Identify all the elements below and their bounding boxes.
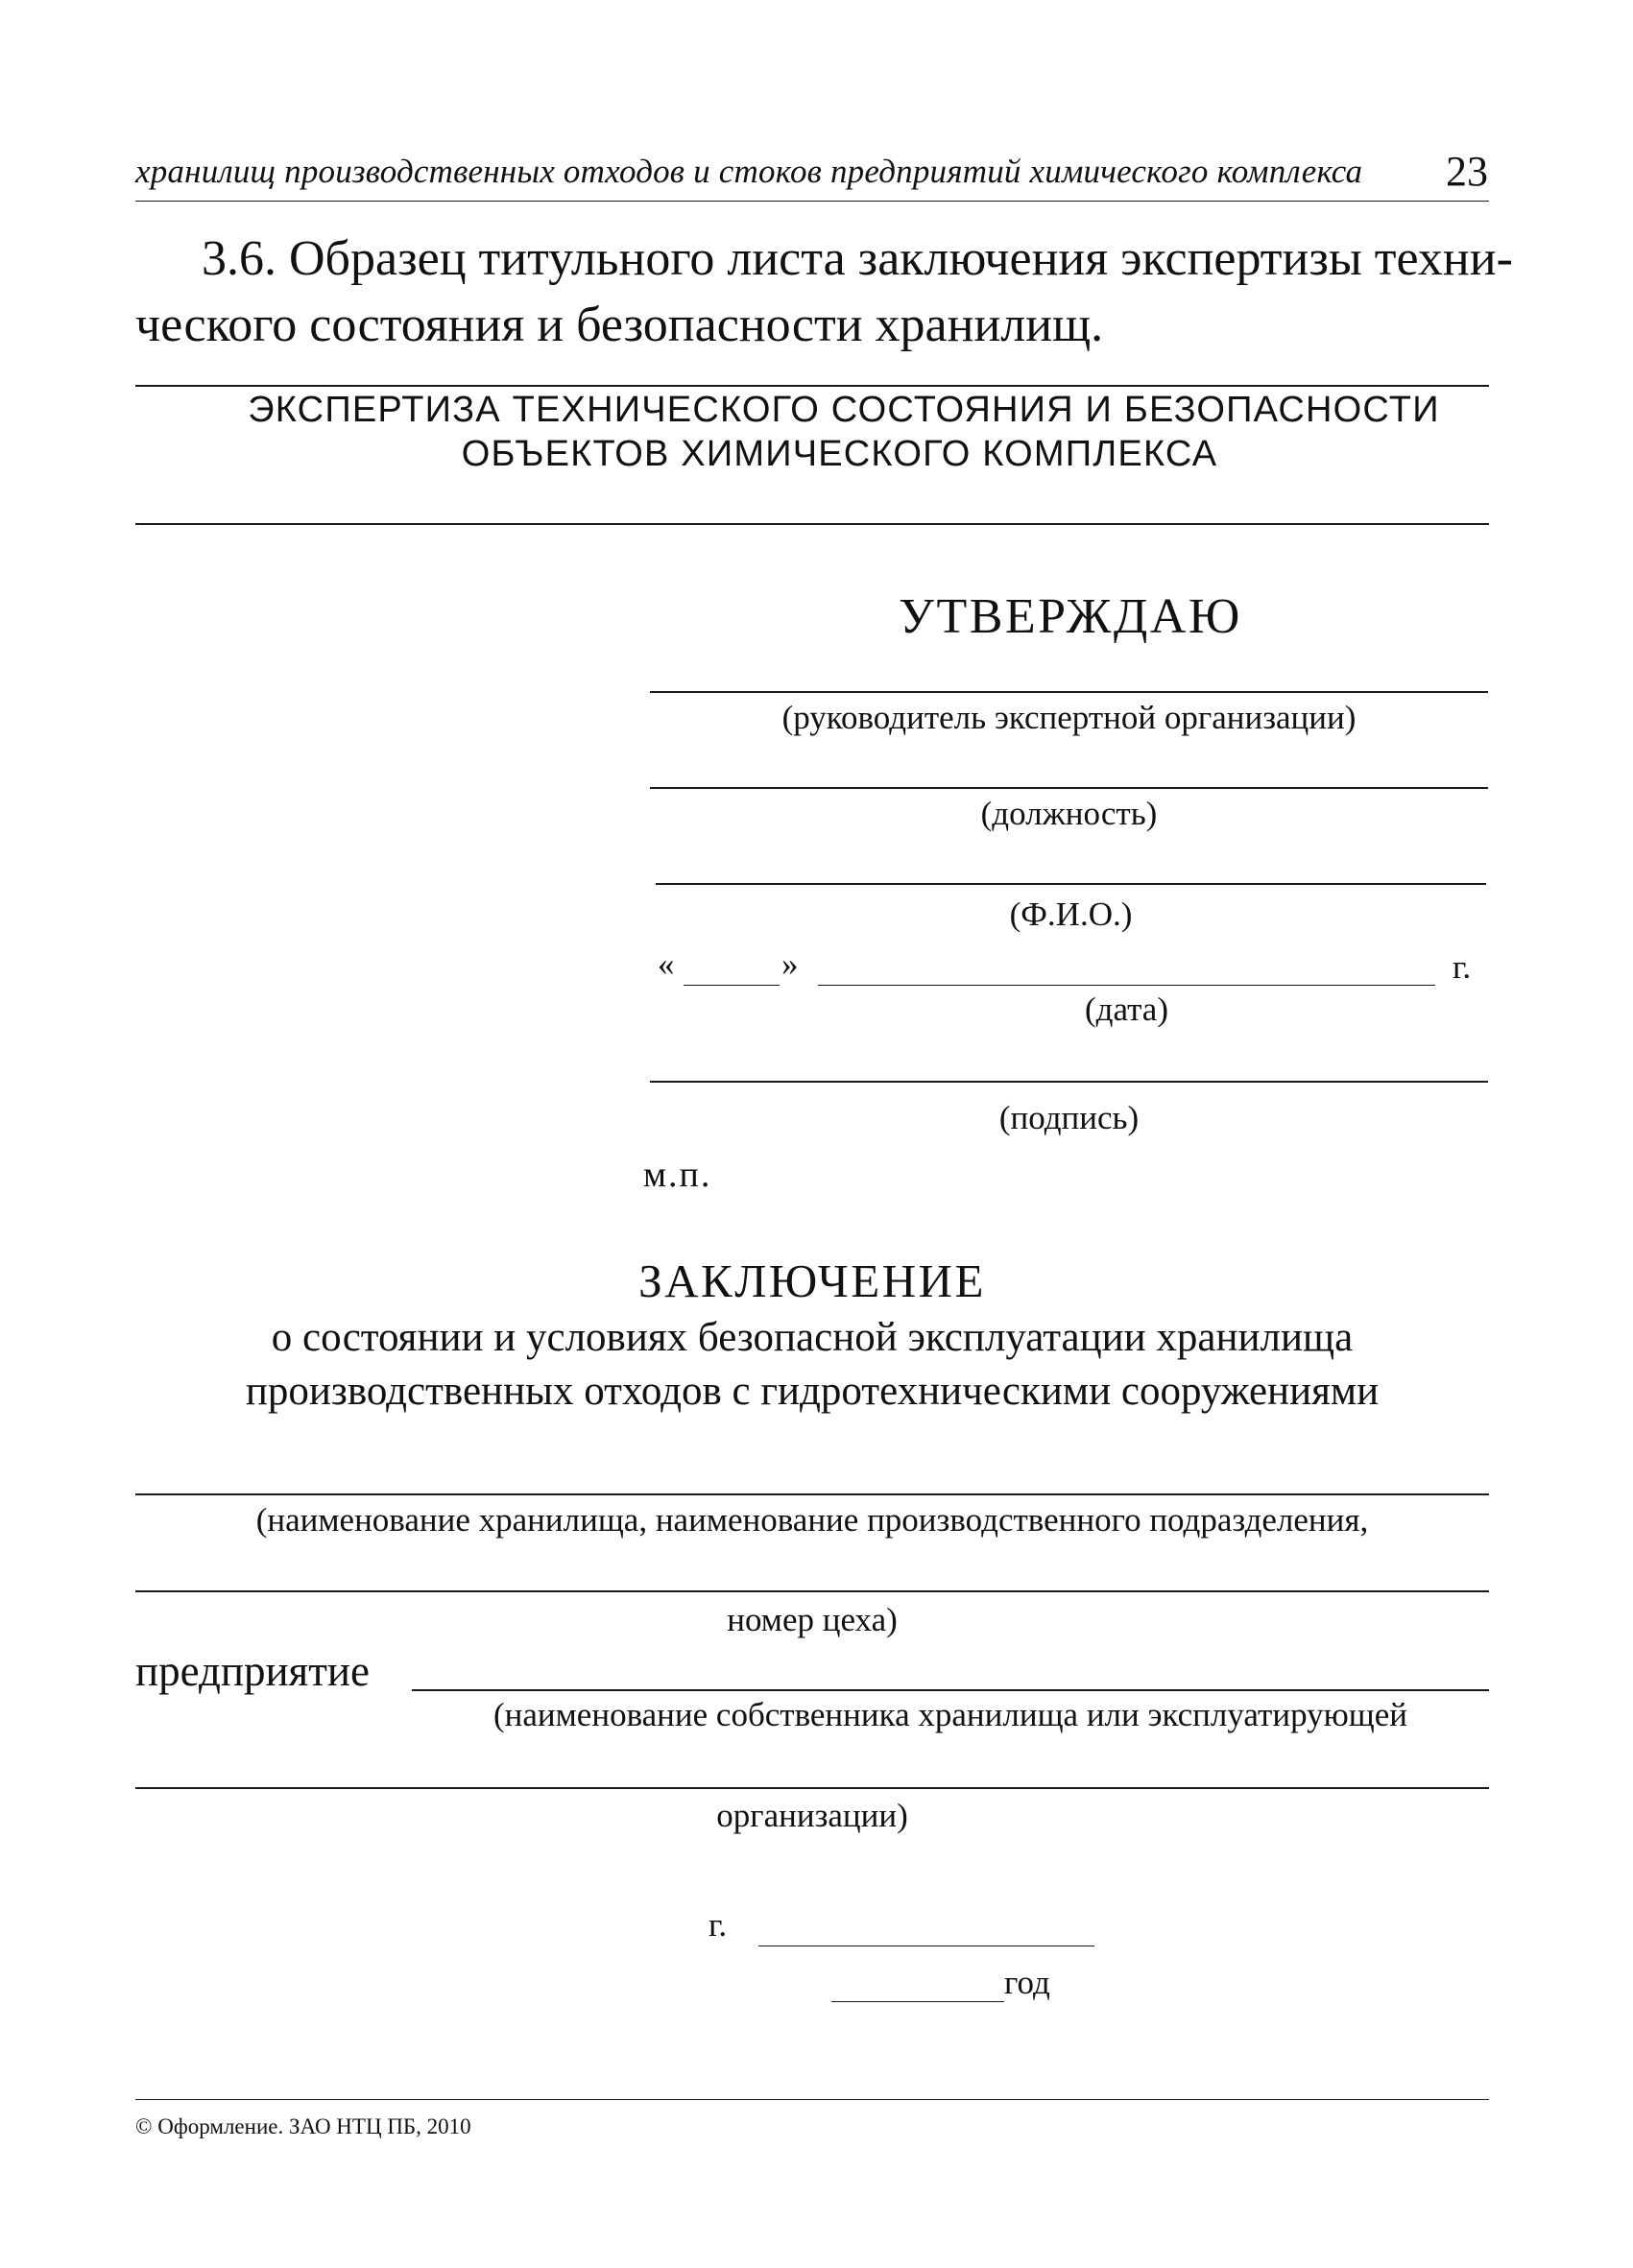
- month-line: [818, 985, 1435, 986]
- owner-caption-2: организации): [716, 1797, 908, 1834]
- owner-line: [135, 1787, 1489, 1789]
- enterprise-line: [412, 1689, 1489, 1691]
- day-line: [684, 985, 780, 986]
- storage-caption-1: (наименование хранилища, наименование производственного подразделения,: [255, 1501, 1369, 1539]
- city-prefix: г.: [708, 1906, 728, 1944]
- copyright: © Оформление. ЗАО НТЦ ПБ, 2010: [135, 2114, 471, 2138]
- date-caption: (дата): [1084, 991, 1168, 1028]
- head-line: [650, 691, 1488, 693]
- storage-caption-2: номер цеха): [727, 1601, 898, 1638]
- enterprise-label: предприятие: [135, 1647, 370, 1695]
- intro-line-1: 3.6. Образец титульного листа заключения экспертизы техни-: [202, 231, 1513, 286]
- storage-line-1: [135, 1493, 1489, 1495]
- year-label: год: [1004, 1964, 1050, 2001]
- signature-line: [650, 1081, 1488, 1083]
- org-title-line-2: ОБЪЕКТОВ ХИМИЧЕСКОГО КОМПЛЕКСА: [461, 434, 1218, 474]
- year-suffix: г.: [1453, 948, 1472, 986]
- name-line: [656, 883, 1486, 885]
- org-title-line-1: ЭКСПЕРТИЗА ТЕХНИЧЕСКОГО СОСТОЯНИЯ И БЕЗОПАСНОСТИ: [248, 390, 1440, 430]
- header-rule: [135, 201, 1489, 202]
- position-line: [650, 787, 1488, 789]
- quote-close: »: [781, 945, 799, 983]
- conclusion-line-2: производственных отходов с гидротехническими сооружениями: [245, 1369, 1380, 1414]
- approval-heading: УТВЕРЖДАЮ: [899, 589, 1242, 644]
- running-header: хранилищ производственных отходов и стоков предприятий химического комплекса: [135, 153, 1363, 190]
- org-title-bottom-rule: [135, 523, 1489, 525]
- owner-caption-1: (наименование собственника хранилища или эксплуатирующей: [493, 1696, 1407, 1733]
- footer-rule: [135, 2099, 1489, 2100]
- year-line: [831, 2001, 1004, 2002]
- head-caption: (руководитель экспертной организации): [781, 699, 1357, 736]
- intro-line-2: ческого состояния и безопасности хранилищ.: [135, 298, 1104, 352]
- org-title-top-rule: [135, 385, 1489, 387]
- page-number: 23: [1446, 148, 1488, 195]
- name-caption: (Ф.И.О.): [1009, 895, 1133, 933]
- seal-label: м.п.: [643, 1155, 712, 1195]
- conclusion-line-1: о состоянии и условиях безопасной эксплуатации хранилища: [271, 1315, 1354, 1360]
- storage-line-2: [135, 1590, 1489, 1592]
- position-caption: (должность): [980, 795, 1158, 832]
- quote-open: «: [658, 945, 675, 983]
- conclusion-title: ЗАКЛЮЧЕНИЕ: [638, 1254, 986, 1307]
- signature-caption: (подпись): [998, 1099, 1140, 1136]
